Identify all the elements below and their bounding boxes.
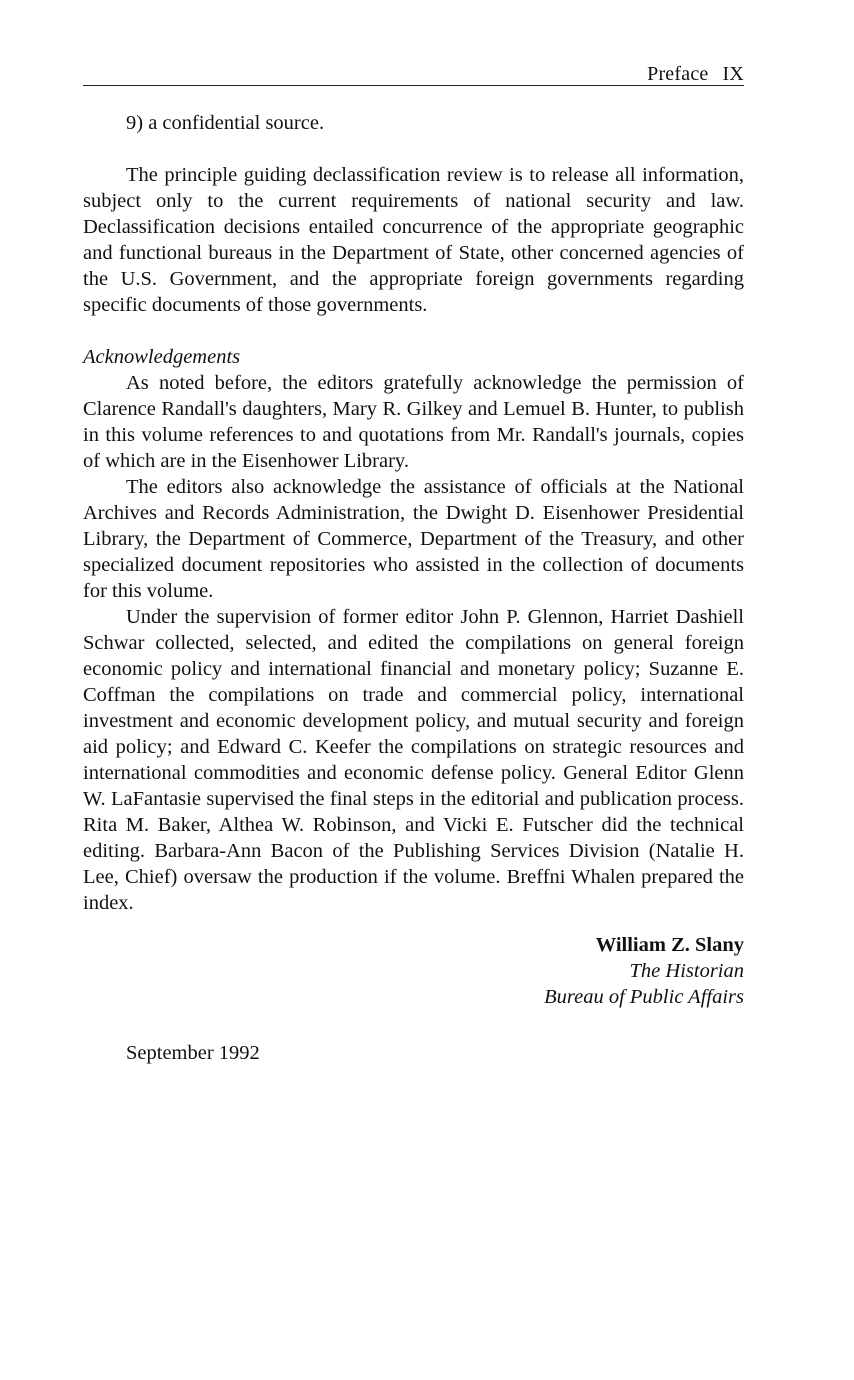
paragraph-acknowledgement-1: As noted before, the editors gratefully acknowledge the permission of Clarence Randall's daughters, Mary R. Gilkey and Lemuel B. Hunter, to publish in this volume references to and quotations from Mr. Randall's journals, copies of which are in the Eisenhower Library. <box>83 372 744 472</box>
signature-block <box>83 932 744 1010</box>
running-head <box>647 60 744 88</box>
section-heading-acknowledgements: Acknowledgements <box>83 346 241 368</box>
date-line: September 1992 <box>126 1042 260 1064</box>
running-head-section: Preface <box>647 63 709 85</box>
header-rule <box>83 85 744 86</box>
signature-title: The Historian <box>629 960 744 982</box>
signature-name: William Z. Slany <box>595 934 744 956</box>
paragraph-acknowledgement-2: The editors also acknowledge the assistance of officials at the National Archives and Records Administration, the Dwight D. Eisenhower Presidential Library, the Department of Commerce, Department of the Treasury, and other specialized document repositories who assisted in the collection of documents for this volume. <box>83 476 744 602</box>
signature-office: Bureau of Public Affairs <box>544 986 744 1008</box>
paragraph-confidential-source: 9) a confidential source. <box>126 112 325 134</box>
body-text <box>83 110 744 1066</box>
paragraph-acknowledgement-3: Under the supervision of former editor John P. Glennon, Harriet Dashiell Schwar collected, selected, and edited the compilations on general foreign economic policy and international financial and monetary policy; Suzanne E. Coffman the compilations on trade and commercial policy, international investment and economic development policy, and mutual security and foreign aid policy; and Edward C. Keefer the compilations on strategic resources and international commodities and economic defense policy. General Editor Glenn W. LaFantasie supervised the final steps in the editorial and publication process. Rita M. Baker, Althea W. Robinson, and Vicki E. Futscher did the technical editing. Barbara-Ann Bacon of the Publishing Services Division (Natalie H. Lee, Chief) oversaw the production if the volume. Breffni Whalen prepared the index. <box>83 606 744 914</box>
paragraph-declassification: The principle guiding declassification review is to release all information, subject only to the current requirements of national security and law. Declassification decisions entailed concurrence of the appropriate geographic and functional bureaus in the Department of State, other concerned agencies of the U.S. Government, and the appropriate foreign governments regarding specific documents of those governments. <box>83 164 744 316</box>
page-number: IX <box>722 63 744 85</box>
